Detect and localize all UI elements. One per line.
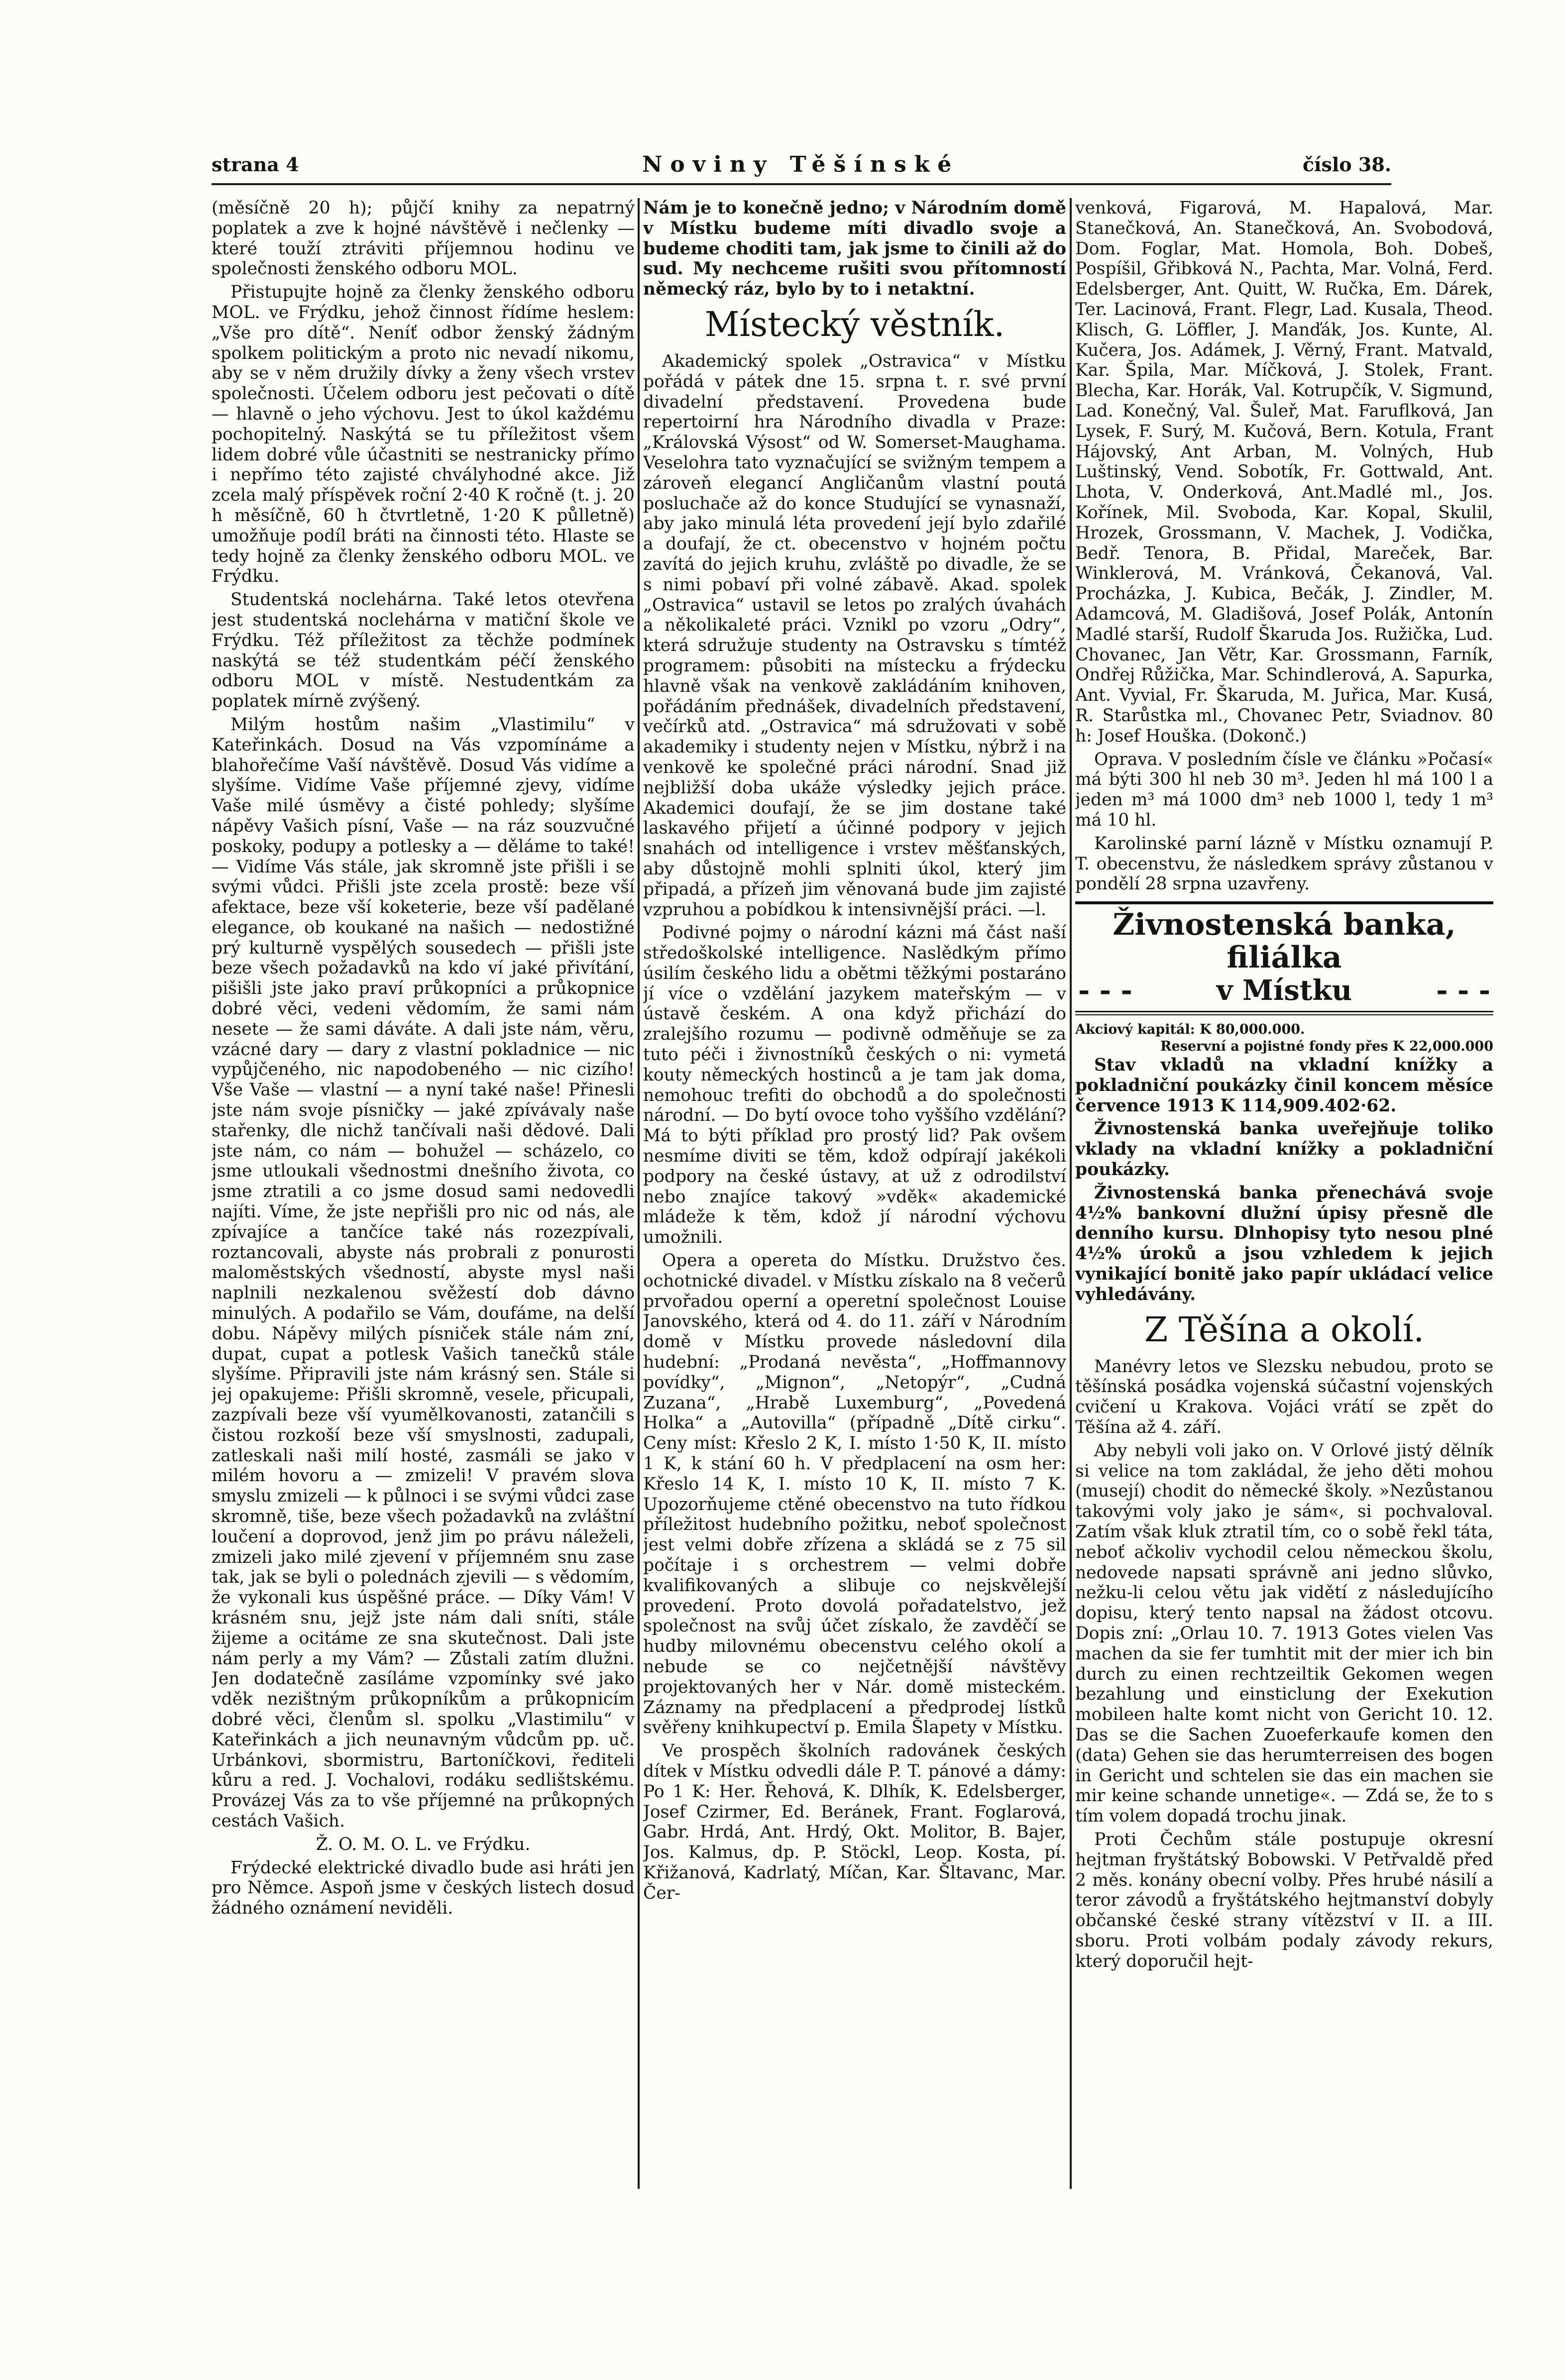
article-paragraph: Nám je to konečně jedno; v Národním domě v Místku budeme míti divadlo svoje a budeme choditi tam, jak jsme to činili až do sud. My nechceme rušiti svou přítomností německý ráz, bylo by to i netaktní. — [643, 198, 1066, 300]
column-2 — [643, 198, 1066, 2234]
ad-dashes: - - - — [1436, 974, 1490, 1007]
section-heading: Místecký věstník. — [704, 305, 1005, 344]
header-rule — [212, 183, 1391, 185]
column-divider-2 — [1070, 198, 1072, 2189]
article-paragraph: Proti Čechům stále postupuje okresní hejtman fryštátský Bobowski. V Petřvaldě před 2 měs. konány obecní volby. Přes hrubé násilí a teror závodů a fryštátského hejtmanství dobyly občanské české strany vítězství v II. a III. sboru. Proti volbám podaly závody rekurs, který doporučil hejt- — [1075, 1829, 1493, 1971]
article-paragraph: Přistupujte hojně za členky ženského odboru MOL. ve Frýdku, jehož činnost řídíme heslem: „Vše pro dítě“. Neníť odbor ženský žádným spolkem politickým a proto nic nevadí nikomu, aby se v něm družily dívky a ženy všech vrstev společnosti. Účelem odboru jest pečovati o dítě — hlavně o jeho výchovu. Jest to úkol každému pochopitelný. Naskýtá se tu příležitost všem lidem dobré vůle účastniti se nestranicky přímo i nepřímo této zajisté chvályhodné akce. Již zcela malý příspěvek roční 2·40 K ročně (t. j. 20 h měsíčně, 60 h čtvrtletně, 1·20 K půlletně) umožňuje podíl bráti na činnosti této. Hlaste se tedy hojně za členky ženského odboru MOL. ve Frýdku. — [212, 282, 635, 587]
bank-advertisement — [1075, 901, 1493, 1305]
column-1 — [212, 198, 635, 2234]
article-paragraph: venková, Figarová, M. Hapalová, Mar. Stanečková, An. Stanečková, An. Svobodová, Dom. Foglar, Mat. Homola, Boh. Dobeš, Pospíšil, Gřibková N., Pachta, Mar. Volná, Ferd. Edelsberger, Ant. Quitt, W. Ručka, Em. Dárek, Ter. Lacinová, Frant. Flegr, Lad. Kusala, Theod. Klisch, G. Löffler, J. Manďák, Jos. Kunte, Al. Kučera, Jos. Adámek, J. Věrný, Frant. Matvald, Kar. Špila, Mar. Míčková, J. Stolek, Frant. Blecha, Kar. Horák, Val. Kotrupčík, V. Sigmund, Lad. Konečný, Val. Šuleř, Mat. Faruflková, Jan Lysek, F. Surý, M. Kučová, Bern. Kotula, Frant Hájovský, Ant Arban, M. Volných, Hub Luštinský, Vend. Sobotík, Fr. Gottwald, Ant. Lhota, V. Onderková, Ant.Madlé ml., Jos. Kořínek, Mil. Svoboda, Kar. Kopal, Skulil, Hrozek, Grossmann, V. Machek, J. Vodička, Bedř. Tenora, B. Přidal, Mareček, Bar. Winklerová, M. Vránková, Čekanová, Val. Procházka, J. Kubica, Bečák, J. Zindler, M. Adamcová, M. Gladišová, Josef Polák, Antonín Madlé starší, Rudolf Škaruda Jos. Ružička, Lud. Chovanec, Jan Větr, Kar. Grossmann, Farník, Ondřej Růžička, Mar. Schindlerová, A. Sapurka, Ant. Vyvial, Fr. Škaruda, M. Juřica, Mar. Kusá, R. Starůstka ml., Chovanec Petr, Sviadnov. 80 h: Josef Houška. (Dokonč.) — [1075, 198, 1493, 746]
ad-rule — [1075, 1011, 1493, 1012]
ad-rule — [1075, 901, 1493, 904]
reserve-funds: Reservní a pojistné fondy přes K 22,000.000 — [1160, 1039, 1493, 1055]
article-paragraph: Akademický spolek „Ostravica“ v Místku pořádá v pátek dne 15. srpna t. r. své první divadelní představení. Provedena bude repertoirní hra Národního divadla v Praze: „Královská Výsost“ od W. Somerset-Maughama. Veselohra tato vyznačující se svižným tempem a zároveň elegancí Angličanům vlastní poutá posluchače až do konce Studující se vynasnaží, aby jako minulá léta provedení její bylo zdařilé a doufají, že ct. obecenstvo v hojném počtu zavítá do jejich kruhu, zvláště po divadle, že se s nimi pobaví při volné zábavě. Akad. spolek „Ostravica“ ustavil se letos po zralých úvahách a několikaleté práci. Vznikl po vzoru „Odry“, která sdružuje studenty na Ostravsku s tímtéž programem: působiti na místecku a frýdecku hlavně však na venkově zakládáním knihoven, pořádáním přednášek, divadelních představení, večírků atd. „Ostravica“ má sdružovati v sobě akademiky i studenty nejen v Místku, nýbrž i na venkově ke společné práci národní. Snad již nejbližší doba ukáže výsledky jejich práce. Akademici doufají, že se jim dostane také laskavého přijetí a účinné podpory v jejich snahách od intelligence i vrstev měšťanských, aby důstojně mohli splniti úkol, který jim připadá, a přízeň jim věnovaná bude jim zajisté vzpruhou a pobídkou k intensivnější práci. —l. — [643, 351, 1066, 920]
page-number: strana 4 — [212, 153, 299, 176]
article-paragraph: Manévry letos ve Slezsku nebudou, proto se těšínská posádka vojenská súčastní vojenských cvičení u Krakova. Vojáci vrátí se zpět do Těšína až 4. září. — [1075, 1356, 1493, 1438]
section-heading: Z Těšína a okolí. — [1144, 1310, 1425, 1350]
article-paragraph: Karolinské parní lázně v Místku oznamují P. T. obecenstvu, že následkem správy zůstanou v pondělí 28 srpna uzavřeny. — [1075, 833, 1493, 894]
page-header — [212, 149, 1391, 179]
ad-dashes: - - - — [1078, 974, 1132, 1007]
bank-name: Živnostenská banka, filiálka — [1113, 907, 1456, 975]
article-paragraph: Opera a opereta do Místku. Družstvo čes. ochotnické divadel. v Místku získalo na 8 večerů prvořadou operní a operetní společnost Louise Janovského, která od 4. do 11. září v Národním domě v Místku provede následovní dila hudební: „Prodaná nevěsta“, „Hoffmannovy povídky“, „Mignon“, „Netopýr“, „Cudná Zuzana“, „Hrabě Luxemburg“, „Povedená Holka“ a „Autovilla“ (případně „Dítě cirku“. Ceny míst: Křeslo 2 K, I. místo 1·50 K, II. místo 1 K, k stání 60 h. V předplacení na osm her: Křeslo 14 K, I. místo 10 K, II. místo 7 K. Upozorňujeme ctěné obecenstvo na tuto řídkou příležitost hudebního požitku, neboť společnost jest velmi dobře zřízena a skládá se z 75 sil počítaje i s orchestrem — velmi dobře kvalifikovaných a slibuje co nejskvělejší provedení. Proto dovolá pořadatelstvo, jež společnost na svůj účet získalo, že zavděčí se hudby milovnému obecenstvu celého okolí a nebude se co nejčetnější návštěvy projektovaných her v Nár. domě misteckém. Záznamy na předplacení a předprodej lístků svěřeny knihkupectví p. Emila Šlapety v Místku. — [643, 1251, 1066, 1738]
article-paragraph: Ve prospěch školních radovánek českých dítek v Místku odvedli dále P. T. pánové a dámy: Po 1 K: Her. Řehová, K. Dlhík, K. Edelsberger, Josef Czirmer, Ed. Beránek, Frant. Foglarová, Gabr. Hrdá, Ant. Hrdý, Okt. Molitor, B. Bajer, Jos. Kalmus, dp. P. Stöckl, Leop. Kosta, pí. Křižanová, Kadrlatý, Míčan, Kar. Šltavanc, Mar. Čer- — [643, 1741, 1066, 1903]
article-paragraph: Frýdecké elektrické divadlo bude asi hráti jen pro Němce. Aspoň jsme v českých listech dosud žádného oznámení neviděli. — [212, 1857, 635, 1919]
column-divider-1 — [638, 198, 640, 2189]
ad-paragraph: Živnostenská banka uveřejňuje toliko vklady na vkladní knížky a pokladniční poukázky. — [1075, 1119, 1493, 1180]
ad-paragraph: Živnostenská banka přenechává svoje 4½% bankovní dlužní úpisy přesně dle denního kursu. Dlnhopisy tyto nesou plné 4½% úroků a jsou vzhledem k jejich vynikající bonitě jako papír ukládací velice vyhledávány. — [1075, 1183, 1493, 1304]
ad-rule — [1075, 1014, 1493, 1015]
newspaper-title: Noviny Těšínské — [642, 151, 960, 177]
article-signature: Ž. O. M. O. L. ve Frýdku. — [316, 1834, 531, 1854]
article-paragraph: Podivné pojmy o národní kázni má část naší středoškolské intelligence. Naslědkým přímo úsilím českého lidu a obětmi těžkými postaráno jí více o vzdělání jazykem mateřským — v ústavě českém. A ona když přichází do zralejšího rozumu — podivně odměňuje se za tuto péči i živnostníků českých o ni: vymetá kouty německých hostinců a je tam jak doma, nemohouc trefiti do obchodů a do společnosti národní. — Do bytí ovoce toho vyššího vzdělání? Má to býti příklad pro prostý lid? Pak ovšem nesmíme diviti se těm, kdož odpírají jakékoli podpory na české ústavy, at už z odrodilství nebo znajíce takový »vděk« akademické mládeže k těm, kdož jí národní výchovu umožnili. — [643, 923, 1066, 1248]
share-capital: Akciový kapitál: K 80,000.000. — [1075, 1022, 1305, 1038]
issue-number: číslo 38. — [1302, 153, 1391, 176]
bank-branch — [1075, 974, 1493, 1007]
bank-capital — [1075, 1021, 1493, 1055]
article-paragraph: Aby nebyli voli jako on. V Orlové jistý dělník si velice na tom zakládal, že jeho děti mohou (musejí) chodit do německé školy. »Nezůstanou takovými voly jako je sám«, si pochvaloval. Zatím však kluk ztratil tím, co o sobě řekl táta, neboť ačkoliv vychodil celou německou školu, nedovede napsati správně ani jedno slůvko, nežku-li celou větu jak vidětí z následujícího dopisu, který tento napsal na žádost otcovu. Dopis zní: „Orlau 10. 7. 1913 Gotes vielen Vas machen da sie fer tumhtit mit der mier ich bin durch zu einen rechtzeiltik Gekomen wegen bezahlung und einsticlung der Exekution mobileen halte komt nicht von Gericht 10. 12. Das se die Sachen Zuoeferkaufe komen den (data) Gehen sie das herumterreisen des bogen in Gericht und schtelen sie das ein machen sie mir keine schande unnetige«. — Zdá se, že to s tím volem dopadá trochu jinak. — [1075, 1440, 1493, 1827]
bank-location: v Místku — [1216, 974, 1352, 1007]
article-paragraph: Milým hostům našim „Vlastimilu“ v Kateřinkách. Dosud na Vás vzpomínáme a blahořečíme Vaší návštěvě. Dosud Vás vidíme a slyšíme. Vidíme Vaše příjemné zjevy, vidíme Vaše milé úsměvy a čisté pohledy; slyšíme nápěvy Vašich písní, Vaše — na ráz souzvučné poskoky, podupy a potlesky a — děláme to také! — Vidíme Vás stále, jak skromně jste přišli i se svými vůdci. Přišli jste zcela prostě: beze vší afektace, beze vší koketerie, beze vší padělané elegance, ob koukané na našich — nedostižné prý kulturně vyspělých sousedech — přišli jste beze všech požadavků na kdo ví jaké přivítání, pišišli jste jako praví průkopníci a průkopnice dobré věci, vedeni vědomím, že sami nám nesete — že sami dáváte. A dali jste nám, věru, vzácné dary — dary z vlastní pokladnice — nic vypůjčeného, nic napodobeného — nic cizího! Vše Vaše — vlastní — a nyní také naše! Přinesli jste nám svoje písničky — jaké zpívávaly naše stařenky, dle nichž tančívali naši dědové. Dali jste nám, co nám — bohužel — scházelo, co jsme utloukali všednostmi dnešního života, co jsme ztratili a co jsme dosud sami nedovedli najíti. Víme, že jste nepřišli pro nic od nás, ale zpívajíce a tančíce také nás rozezpívali, roztancovali, abyste nás probrali z ponurosti maloměstských všedností, abyste mysl naši naplnili nezkalenou svěžestí dob dávno minulých. A podařilo se Vám, doufáme, na delší dobu. Nápěvy milých písniček stále nám zní, dupat, cupat a potlesk Vašich tanečků stále slyšíme. Připravili jste nám krásný sen. Stále si jej opakujeme: Přišli skromně, vesele, přicupali, zazpívali beze vší vyumělkovanosti, zatančili s čistou rozkoší beze vší smyslnosti, zadupali, zatleskali naši milí hosté, zasmáli se jako v milém hovoru a — zmizeli! V pravém slova smyslu zmizeli — k půlnoci i se svými vůdci zase skromně, tiše, beze všech požadavků na zvláštní loučení a doprovod, jenž jim po právu náleželi, zmizeli jako milé zjevení v příjemném snu zase tak, jak se byli o polednách zjevili — s vědomím, že vykonali kus úspěšné práce. — Díky Vám! V krásném snu, jejž jste nám dali sníti, stále žijeme a ocitáme ze sna skutečnost. Dali jste nám perly a my Vám? — Zůstali zatím dlužni. Jen dodatečně zasíláme vzpomínky své jako vděk nezištným průkopníkům a průkopnicím dobré věci, členům sl. spolku „Vlastimilu“ v Kateřinkách a jich neunavným vůdcům pp. uč. Urbánkovi, sbormistru, Bartoníčkovi, řediteli kůru a red. J. Vochalovi, rodáku sedlištskému. Provázej Vás za to vše příjemné na průkopných cestách Vašich. — [212, 714, 635, 1831]
column-3 — [1075, 198, 1493, 2234]
article-paragraph: Studentská noclehárna. Také letos otevřena jest studentská noclehárna v matiční škole ve Frýdku. Též příležitost za těchže podmínek naskýtá se též studentkám péčí ženského odboru MOL v místě. Nestudentkám za poplatek mírně zvýšený. — [212, 590, 635, 712]
article-paragraph: (měsíčně 20 h); půjčí knihy za nepatrný poplatek a zve k hojné návštěvě i nečlenky — které touží ztráviti příjemnou hodinu ve společnosti ženského odboru MOL. — [212, 198, 635, 279]
article-paragraph: Oprava. V posledním čísle ve článku »Počasí« má býti 300 hl neb 30 m³. Jeden hl má 100 l a jeden m³ má 1000 dm³ neb 1000 l, tedy 1 m³ má 10 hl. — [1075, 749, 1493, 830]
ad-paragraph: Stav vkladů na vkladní knížky a pokladniční poukázky činil koncem měsíce července 1913 K 114,909.402·62. — [1075, 1055, 1493, 1116]
